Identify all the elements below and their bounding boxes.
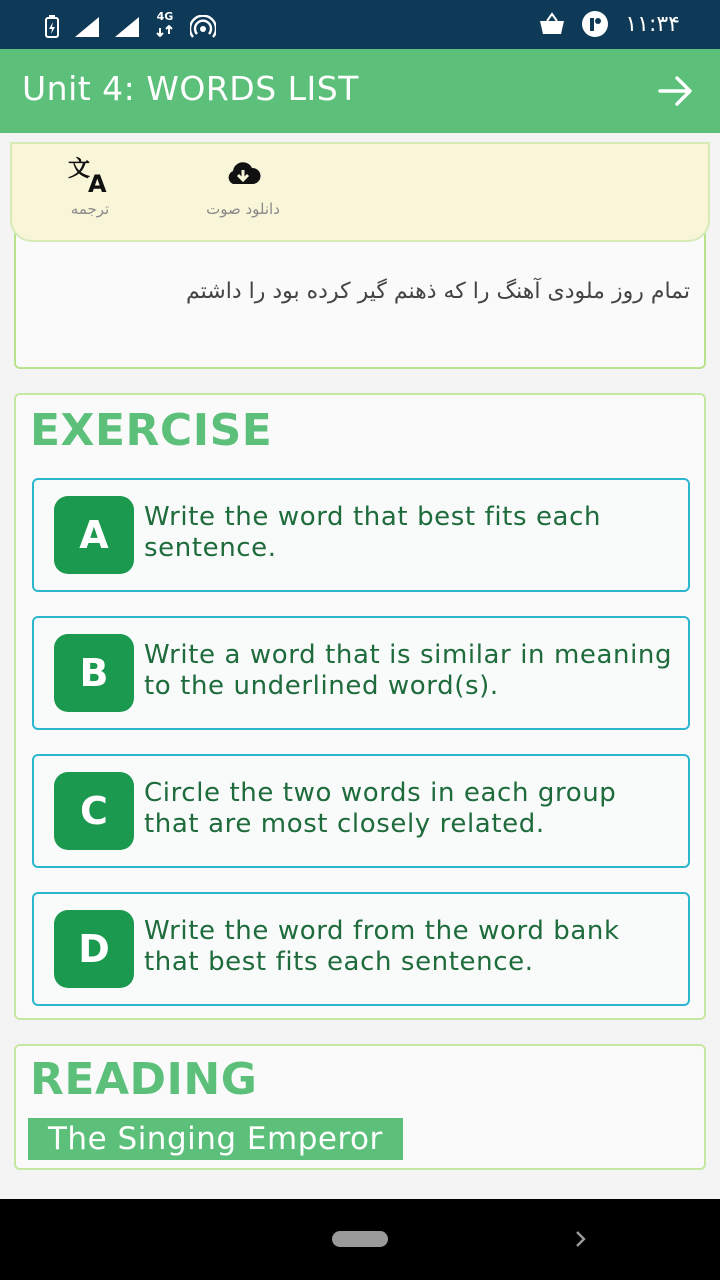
home-gesture-pill[interactable]	[332, 1231, 388, 1247]
translate-label: ترجمه	[70, 200, 110, 218]
exercise-instruction: Write the word from the word bank that best fits each sentence.	[144, 916, 620, 977]
exercise-letter-badge: A	[54, 496, 134, 574]
exercise-item-d[interactable]	[32, 892, 690, 1006]
network-type-label: 4G	[156, 10, 174, 23]
sentence-translation: تمام روز ملودی آهنگ را که ذهنم گیر کرده بود را داشتم	[186, 279, 690, 304]
svg-text:文: 文	[68, 157, 91, 182]
chevron-right-icon[interactable]	[574, 1230, 588, 1248]
svg-text:A: A	[88, 170, 107, 194]
download-audio-label: دانلود صوت	[206, 200, 280, 218]
exercise-card	[14, 393, 706, 1020]
cloud-download-icon	[223, 154, 263, 194]
battery-saver-icon	[44, 15, 60, 39]
signal-icon-sim2	[114, 16, 140, 38]
page-title: Unit 4: WORDS LIST	[22, 69, 359, 108]
exercise-letter-badge: B	[54, 634, 134, 712]
status-icons-left	[44, 12, 216, 41]
download-audio-button[interactable]	[178, 154, 308, 218]
content-scroll-area[interactable]	[0, 133, 720, 1199]
status-bar	[0, 0, 720, 49]
exercise-letter-badge: D	[54, 910, 134, 988]
status-icons-right	[539, 10, 680, 38]
exercise-letter-badge: C	[54, 772, 134, 850]
translate-button[interactable]	[54, 154, 126, 218]
action-toolbar	[10, 142, 710, 242]
app-notification-icon	[581, 10, 609, 38]
exercise-item-a[interactable]	[32, 478, 690, 592]
network-type-icon	[154, 12, 176, 41]
exercise-instruction: Write the word that best fits each sentence.	[144, 502, 602, 563]
system-nav-bar	[0, 1199, 720, 1280]
signal-icon-sim1	[74, 16, 100, 38]
hotspot-icon	[190, 15, 216, 39]
reading-title-link[interactable]: The Singing Emperor	[28, 1118, 403, 1160]
arrow-forward-icon[interactable]	[658, 75, 694, 107]
shopping-basket-icon	[539, 12, 565, 36]
clock: ۱۱:۳۴	[625, 11, 680, 37]
data-arrows-icon	[154, 25, 176, 37]
exercise-instruction: Circle the two words in each group that are most closely related.	[144, 778, 617, 839]
exercise-item-b[interactable]	[32, 616, 690, 730]
translate-icon	[66, 154, 114, 194]
exercise-item-c[interactable]	[32, 754, 690, 868]
app-bar	[0, 49, 720, 133]
exercise-heading: EXERCISE	[30, 405, 273, 456]
exercise-instruction: Write a word that is similar in meaning to the underlined word(s).	[144, 640, 673, 701]
reading-card	[14, 1044, 706, 1170]
reading-heading: READING	[30, 1054, 258, 1105]
